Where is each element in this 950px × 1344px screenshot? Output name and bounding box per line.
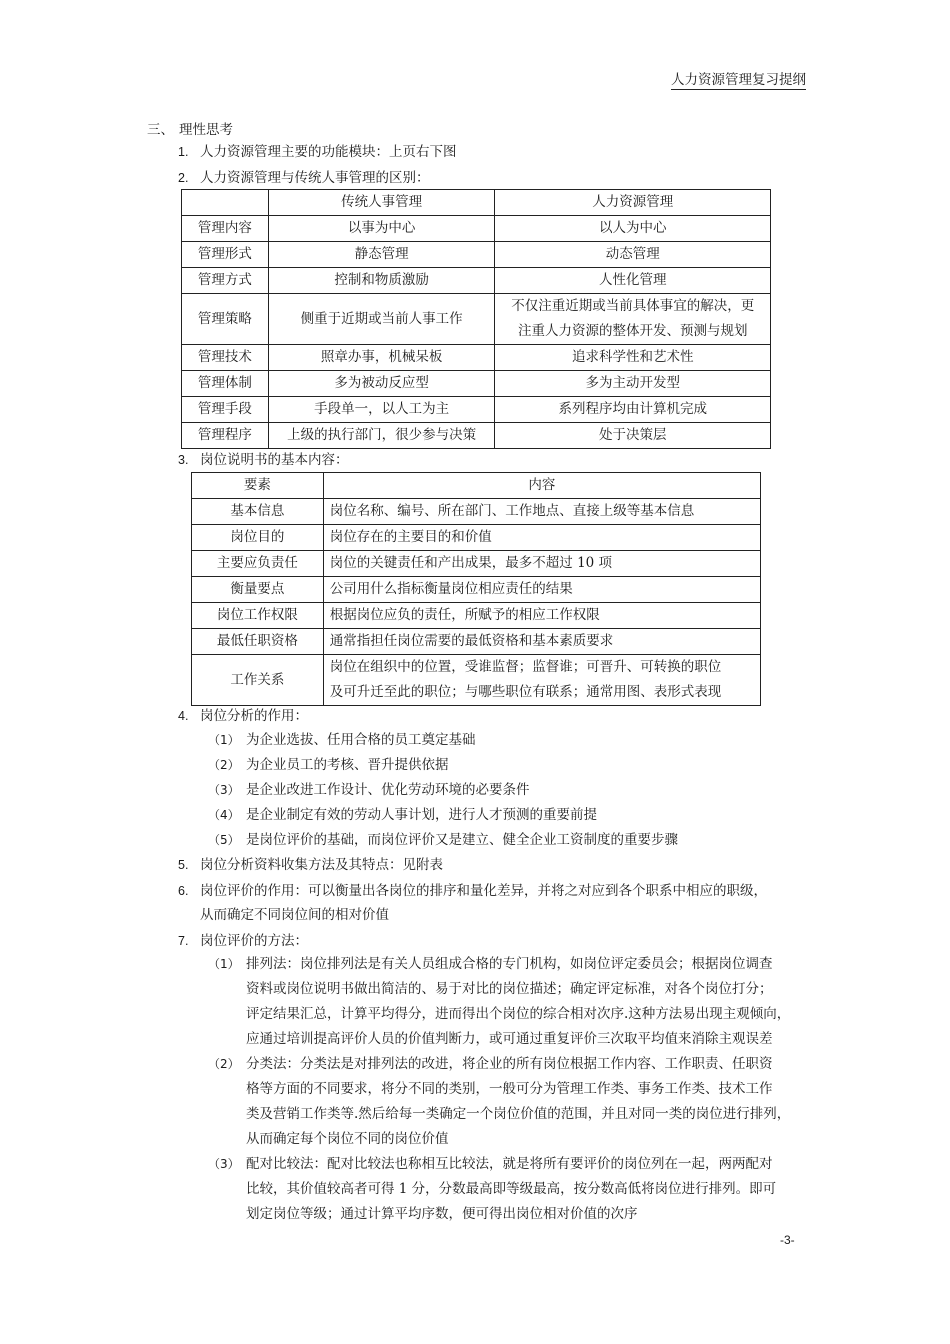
table-cell: 岗位存在的主要目的和价值 <box>323 525 760 551</box>
table-header-row <box>182 190 771 216</box>
method-line: 格等方面的不同要求，将分不同的类别，一般可分为管理工作类、事务工作类、技术工作 <box>246 1081 773 1097</box>
method-line: 应通过培训提高评价人员的价值判断力，或可通过重复评价三次取平均值来消除主观误差 <box>246 1031 773 1047</box>
table-cell: 岗位工作权限 <box>192 603 324 629</box>
item-text: 岗位评价的方法： <box>200 933 308 949</box>
table-row <box>192 655 761 706</box>
method-line: 资料或岗位说明书做出简洁的、易于对比的岗位描述；确定评定标准，对各个岗位打分； <box>246 981 773 997</box>
table-row <box>192 577 761 603</box>
item-number: 6. <box>178 884 189 898</box>
cell-line: 岗位在组织中的位置，受谁监督；监督谁；可晋升、可转换的职位 <box>329 659 722 675</box>
method-line: 从而确定每个岗位不同的岗位价值 <box>246 1131 449 1147</box>
table-cell: 管理形式 <box>182 242 269 268</box>
table-cell: 管理手段 <box>182 397 269 423</box>
item-6 <box>178 882 767 900</box>
table-row <box>192 603 761 629</box>
table-row <box>182 371 771 397</box>
item-5 <box>178 856 443 874</box>
table-header-cell: 人力资源管理 <box>495 190 771 216</box>
table-row <box>182 242 771 268</box>
page-header <box>0 68 806 88</box>
item-number: 7. <box>178 934 189 948</box>
item-text: 岗位分析资料收集方法及其特点：见附表 <box>200 857 443 873</box>
role-number: （2） <box>208 758 240 772</box>
method-number: （2） <box>208 1057 240 1071</box>
table-cell: 多为主动开发型 <box>495 371 771 397</box>
table-header-cell: 要素 <box>192 473 324 499</box>
method-line: 划定岗位等级；通过计算平均序数，便可得出岗位相对价值的次序 <box>246 1206 638 1222</box>
job-description-table <box>191 472 761 706</box>
method-number: （1） <box>208 957 240 971</box>
item-3 <box>178 451 349 469</box>
table-cell: 上级的执行部门，很少参与决策 <box>268 423 495 449</box>
method-text <box>246 952 826 1052</box>
table-row <box>182 216 771 242</box>
table-header-cell <box>182 190 269 216</box>
table-cell: 主要应负责任 <box>192 551 324 577</box>
table-cell: 岗位名称、编号、所在部门、工作地点、直接上级等基本信息 <box>323 499 760 525</box>
table-cell: 工作关系 <box>192 655 324 706</box>
section-number: 三、 <box>147 122 174 138</box>
table-cell: 处于决策层 <box>495 423 771 449</box>
method-text <box>246 1052 826 1152</box>
item-2 <box>178 169 430 187</box>
table-cell: 动态管理 <box>495 242 771 268</box>
table-row <box>192 499 761 525</box>
role-number: （5） <box>208 833 240 847</box>
item-number: 2. <box>178 171 189 185</box>
table-row <box>182 268 771 294</box>
table-row <box>192 525 761 551</box>
table-cell: 追求科学性和艺术性 <box>495 345 771 371</box>
table-row <box>182 423 771 449</box>
role-text: 是企业制定有效的劳动人事计划，进行人才预测的重要前提 <box>246 807 597 823</box>
item-text: 岗位说明书的基本内容： <box>200 452 349 468</box>
cell-line: 注重人力资源的整体开发、预测与规划 <box>517 323 748 339</box>
cell-line: 不仅注重近期或当前具体事宜的解决，更 <box>511 298 755 314</box>
table-cell: 静态管理 <box>268 242 495 268</box>
item-number: 5. <box>178 858 189 872</box>
table-cell: 最低任职资格 <box>192 629 324 655</box>
table-cell: 系列程序均由计算机完成 <box>495 397 771 423</box>
role-text: 是企业改进工作设计、优化劳动环境的必要条件 <box>246 782 530 798</box>
table-cell: 管理程序 <box>182 423 269 449</box>
table-cell: 管理策略 <box>182 294 269 345</box>
table-cell: 控制和物质激励 <box>268 268 495 294</box>
role-text: 是岗位评价的基础，而岗位评价又是建立、健全企业工资制度的重要步骤 <box>246 832 678 848</box>
table-cell: 多为被动反应型 <box>268 371 495 397</box>
item-number: 3. <box>178 453 189 467</box>
table-cell: 通常指担任岗位需要的最低资格和基本素质要求 <box>323 629 760 655</box>
table-cell: 侧重于近期或当前人事工作 <box>268 294 495 345</box>
item-text: 人力资源管理主要的功能模块：上页右下图 <box>200 144 457 160</box>
table-row <box>192 629 761 655</box>
table-header-cell: 传统人事管理 <box>268 190 495 216</box>
method-line: 排列法：岗位排列法是有关人员组成合格的专门机构，如岗位评定委员会；根据岗位调查 <box>246 956 773 972</box>
method-line: 分类法：分类法是对排列法的改进，将企业的所有岗位根据工作内容、工作职责、任职资 <box>246 1056 773 1072</box>
method-line: 比较，其价值较高者可得 1 分，分数最高即等级最高，按分数高低将岗位进行排列。即可 <box>246 1181 777 1197</box>
table-cell: 衡量要点 <box>192 577 324 603</box>
item-4 <box>178 707 308 725</box>
role-number: （3） <box>208 783 240 797</box>
role-number: （4） <box>208 808 240 822</box>
section-heading <box>147 118 233 138</box>
item-text: 人力资源管理与传统人事管理的区别： <box>200 170 430 186</box>
section-title: 理性思考 <box>179 122 233 138</box>
table-cell <box>495 294 771 345</box>
method-line: 配对比较法：配对比较法也称相互比较法，就是将所有要评价的岗位列在一起，两两配对 <box>246 1156 773 1172</box>
table-header-row <box>192 473 761 499</box>
table-cell: 以人为中心 <box>495 216 771 242</box>
table-cell: 照章办事，机械呆板 <box>268 345 495 371</box>
role-text: 为企业员工的考核、晋升提供依据 <box>246 757 449 773</box>
table-cell: 人性化管理 <box>495 268 771 294</box>
method-text <box>246 1152 826 1227</box>
table-cell: 公司用什么指标衡量岗位相应责任的结果 <box>323 577 760 603</box>
method-line: 类及营销工作类等.然后给每一类确定一个岗位价值的范围，并且对同一类的岗位进行排列， <box>246 1106 791 1122</box>
role-number: （1） <box>208 733 240 747</box>
item-number: 4. <box>178 709 189 723</box>
table-cell: 管理体制 <box>182 371 269 397</box>
item-text: 岗位分析的作用： <box>200 708 308 724</box>
role-text: 为企业选拔、任用合格的员工奠定基础 <box>246 732 476 748</box>
table-cell: 以事为中心 <box>268 216 495 242</box>
table-row <box>182 345 771 371</box>
table-header-cell: 内容 <box>323 473 760 499</box>
method-number: （3） <box>208 1157 240 1171</box>
item-number: 1. <box>178 145 189 159</box>
table-cell: 手段单一，以人工为主 <box>268 397 495 423</box>
table-cell: 管理内容 <box>182 216 269 242</box>
table-cell: 岗位的关键责任和产出成果，最多不超过 10 项 <box>323 551 760 577</box>
table-row <box>182 397 771 423</box>
page-number: -3- <box>780 1233 795 1247</box>
table-cell: 基本信息 <box>192 499 324 525</box>
table-cell <box>323 655 760 706</box>
table-cell: 岗位目的 <box>192 525 324 551</box>
item-6-continuation: 从而确定不同岗位间的相对价值 <box>200 907 389 923</box>
header-title: 人力资源管理复习提纲 <box>671 72 806 88</box>
table-row <box>192 551 761 577</box>
method-line: 评定结果汇总，计算平均得分，进而得出个岗位的综合相对次序.这种方法易出现主观倾向， <box>246 1006 791 1022</box>
table-cell: 管理技术 <box>182 345 269 371</box>
table-row <box>182 294 771 345</box>
table-cell: 根据岗位应负的责任，所赋予的相应工作权限 <box>323 603 760 629</box>
item-1 <box>178 143 457 161</box>
comparison-table <box>181 189 771 449</box>
cell-line: 及可升迁至此的职位；与哪些职位有联系；通常用图、表形式表现 <box>329 684 722 700</box>
table-cell: 管理方式 <box>182 268 269 294</box>
item-text: 岗位评价的作用：可以衡量出各岗位的排序和量化差异，并将之对应到各个职系中相应的职级， <box>200 883 767 899</box>
item-7 <box>178 932 308 950</box>
